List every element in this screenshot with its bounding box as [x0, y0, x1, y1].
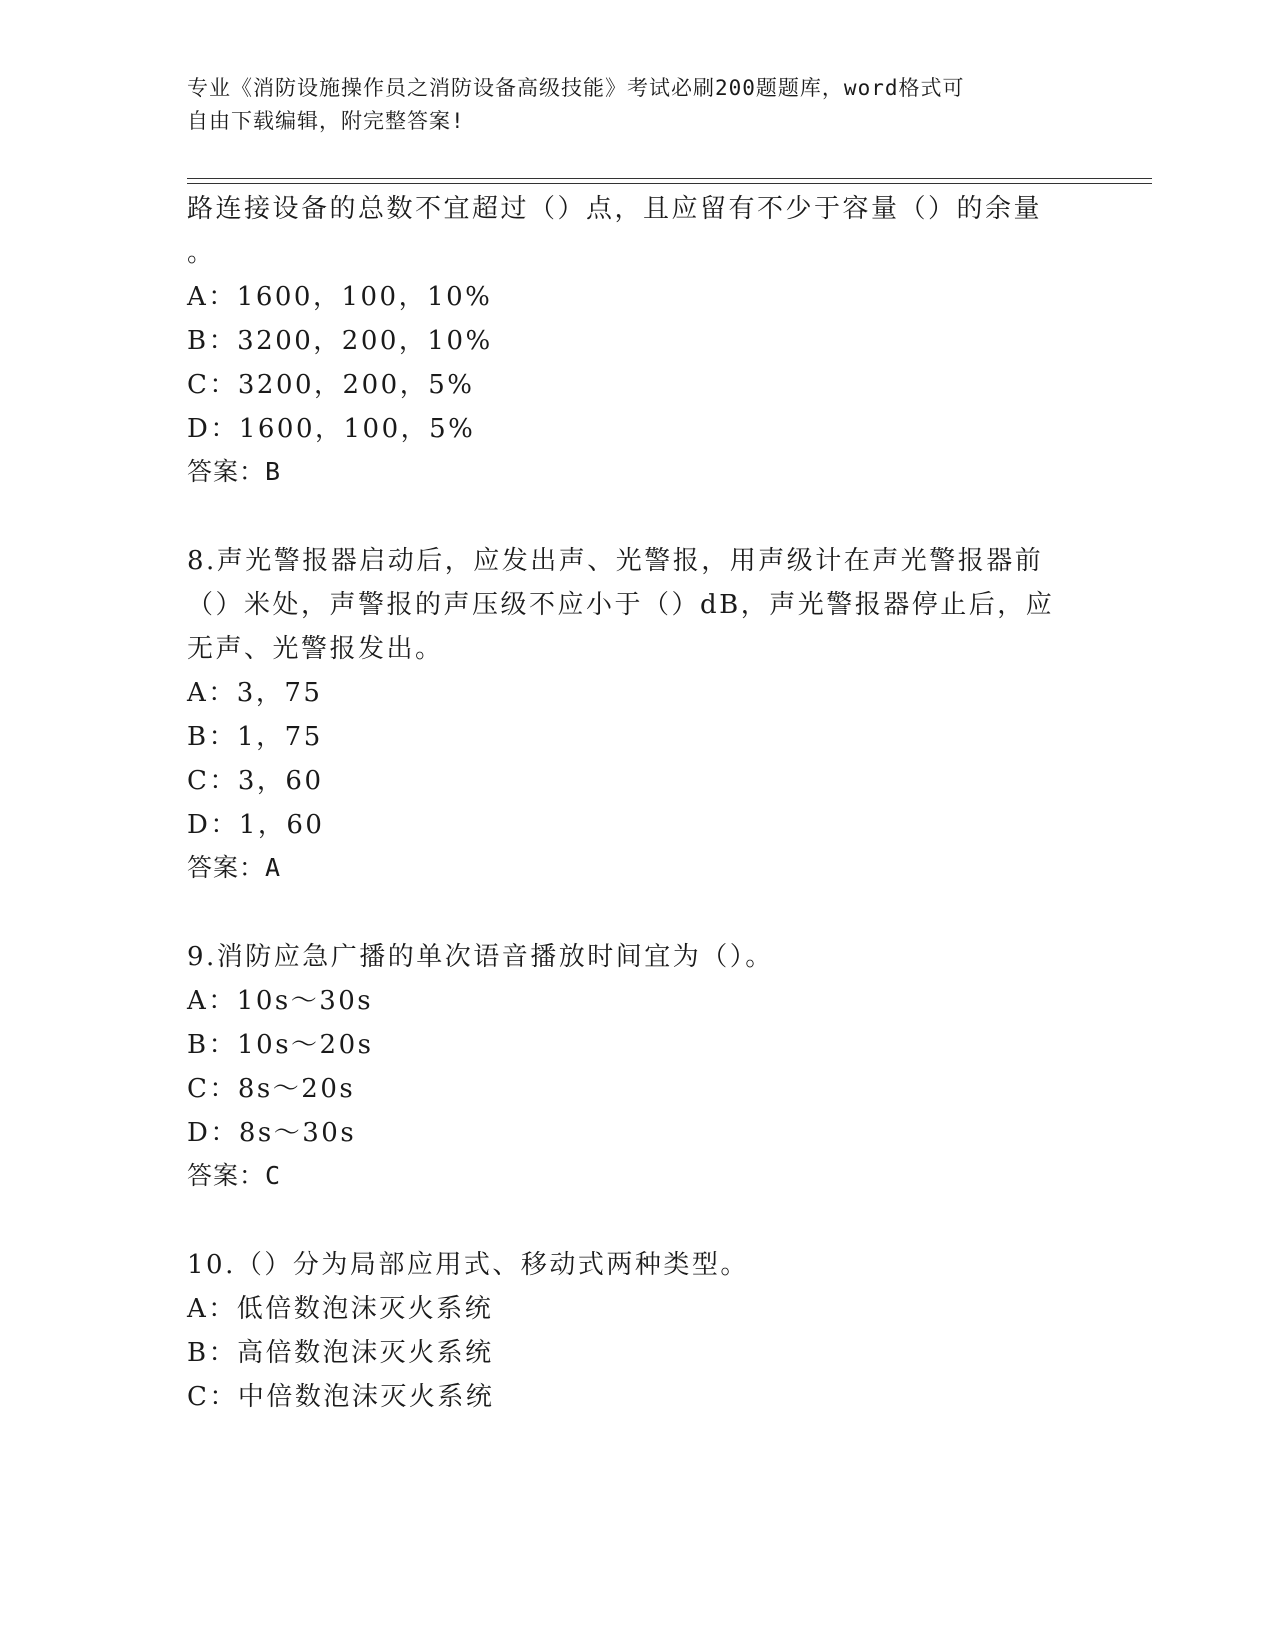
header-divider-top: [187, 178, 1152, 179]
option-d: D：1600，100，5%: [187, 414, 476, 444]
option-a: A：10s～30s: [187, 986, 374, 1016]
option-a: A：1600，100，10%: [187, 282, 493, 312]
question-stem-line: 无声、光警报发出。: [187, 634, 444, 664]
answer-line: 答案：B: [187, 457, 282, 486]
answer-line: 答案：A: [187, 853, 282, 882]
question-stem-line: 10.（）分为局部应用式、移动式两种类型。: [187, 1250, 749, 1280]
question-stem-line: 8.声光警报器启动后，应发出声、光警报，用声级计在声光警报器前: [187, 546, 1044, 576]
header-divider-bottom: [187, 183, 1152, 184]
option-c: C：3200，200，5%: [187, 370, 475, 400]
option-d: D：1，60: [187, 810, 325, 840]
option-d: D：8s～30s: [187, 1118, 357, 1148]
option-a: A：低倍数泡沫灭火系统: [187, 1294, 494, 1324]
question-stem-line: 9.消防应急广播的单次语音播放时间宜为（）。: [187, 942, 774, 972]
option-b: B：高倍数泡沫灭火系统: [187, 1338, 494, 1368]
question-stem-line: （）米处，声警报的声压级不应小于（）dB，声光警报器停止后，应: [187, 590, 1055, 620]
header-line-2: 自由下载编辑，附完整答案!: [187, 109, 465, 133]
answer-line: 答案：C: [187, 1161, 282, 1190]
option-a: A：3，75: [187, 678, 323, 708]
question-stem-line: 路连接设备的总数不宜超过（）点，且应留有不少于容量（）的余量: [187, 194, 1043, 224]
page-header: [187, 72, 1067, 138]
header-line-1: 专业《消防设施操作员之消防设备高级技能》考试必刷200题题库，word格式可: [187, 76, 965, 100]
question-stem-line: 。: [187, 238, 216, 268]
option-c: C：3，60: [187, 766, 324, 796]
option-b: B：1，75: [187, 722, 323, 752]
option-c: C：中倍数泡沫灭火系统: [187, 1382, 495, 1412]
option-b: B：10s～20s: [187, 1030, 374, 1060]
option-c: C：8s～20s: [187, 1074, 356, 1104]
option-b: B：3200，200，10%: [187, 326, 493, 356]
